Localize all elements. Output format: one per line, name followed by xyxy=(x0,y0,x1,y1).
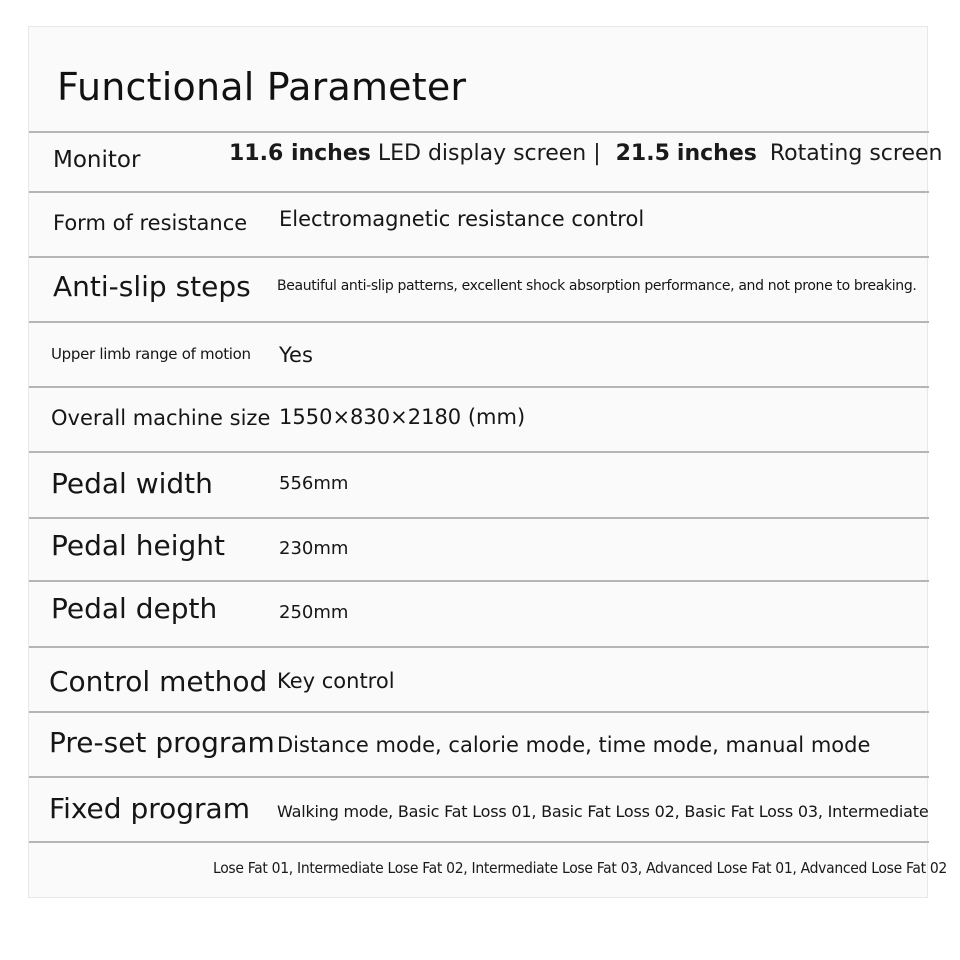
row-divider xyxy=(29,191,929,193)
row-divider xyxy=(29,711,929,713)
size-value: 1550×830×2180 (mm) xyxy=(279,405,526,429)
pedal-width-value: 556mm xyxy=(279,473,349,494)
preset-label: Pre-set program xyxy=(49,726,275,759)
pedal-height-value: 230mm xyxy=(279,538,349,559)
row-divider xyxy=(29,386,929,388)
upperlimb-value: Yes xyxy=(279,343,313,367)
monitor-text-2: Rotating screen xyxy=(769,141,943,166)
monitor-unit-2: inches xyxy=(676,141,757,166)
row-divider xyxy=(29,321,929,323)
pedal-depth-label: Pedal depth xyxy=(51,592,218,625)
control-label: Control method xyxy=(49,665,268,698)
resistance-value: Electromagnetic resistance control xyxy=(279,207,645,231)
size-label: Overall machine size xyxy=(51,406,271,430)
control-value: Key control xyxy=(277,669,395,693)
row-divider xyxy=(29,451,929,453)
monitor-text-1: LED display screen | xyxy=(377,141,601,166)
monitor-size-2: 21.5 xyxy=(615,141,670,166)
fixed-value: Walking mode, Basic Fat Loss 01, Basic Fat Loss 02, Basic Fat Loss 03, Intermediate xyxy=(277,802,929,821)
antislip-label: Anti-slip steps xyxy=(53,270,251,303)
row-divider xyxy=(29,841,929,843)
row-divider xyxy=(29,646,929,648)
row-divider xyxy=(29,580,929,582)
resistance-label: Form of resistance xyxy=(53,211,248,235)
row-divider xyxy=(29,256,929,258)
monitor-label: Monitor xyxy=(53,147,141,173)
antislip-value: Beautiful anti-slip patterns, excellent shock absorption performance, and not prone to breaking. xyxy=(277,278,917,294)
pedal-width-label: Pedal width xyxy=(51,467,213,500)
row-divider xyxy=(29,517,929,519)
pedal-depth-value: 250mm xyxy=(279,602,349,623)
row-divider xyxy=(29,776,929,778)
monitor-size-1: 11.6 inches xyxy=(229,141,371,166)
fixed-value-continuation: Lose Fat 01, Intermediate Lose Fat 02, Intermediate Lose Fat 03, Advanced Lose Fat 01, Advanced Lose Fat 02 xyxy=(213,859,948,877)
pedal-height-label: Pedal height xyxy=(51,529,225,562)
row-divider xyxy=(29,131,929,133)
page-title: Functional Parameter xyxy=(57,65,467,109)
monitor-value xyxy=(229,141,942,166)
fixed-label: Fixed program xyxy=(49,792,250,825)
upperlimb-label: Upper limb range of motion xyxy=(51,345,251,363)
parameter-card xyxy=(28,26,948,898)
preset-value: Distance mode, calorie mode, time mode, manual mode xyxy=(277,733,871,757)
